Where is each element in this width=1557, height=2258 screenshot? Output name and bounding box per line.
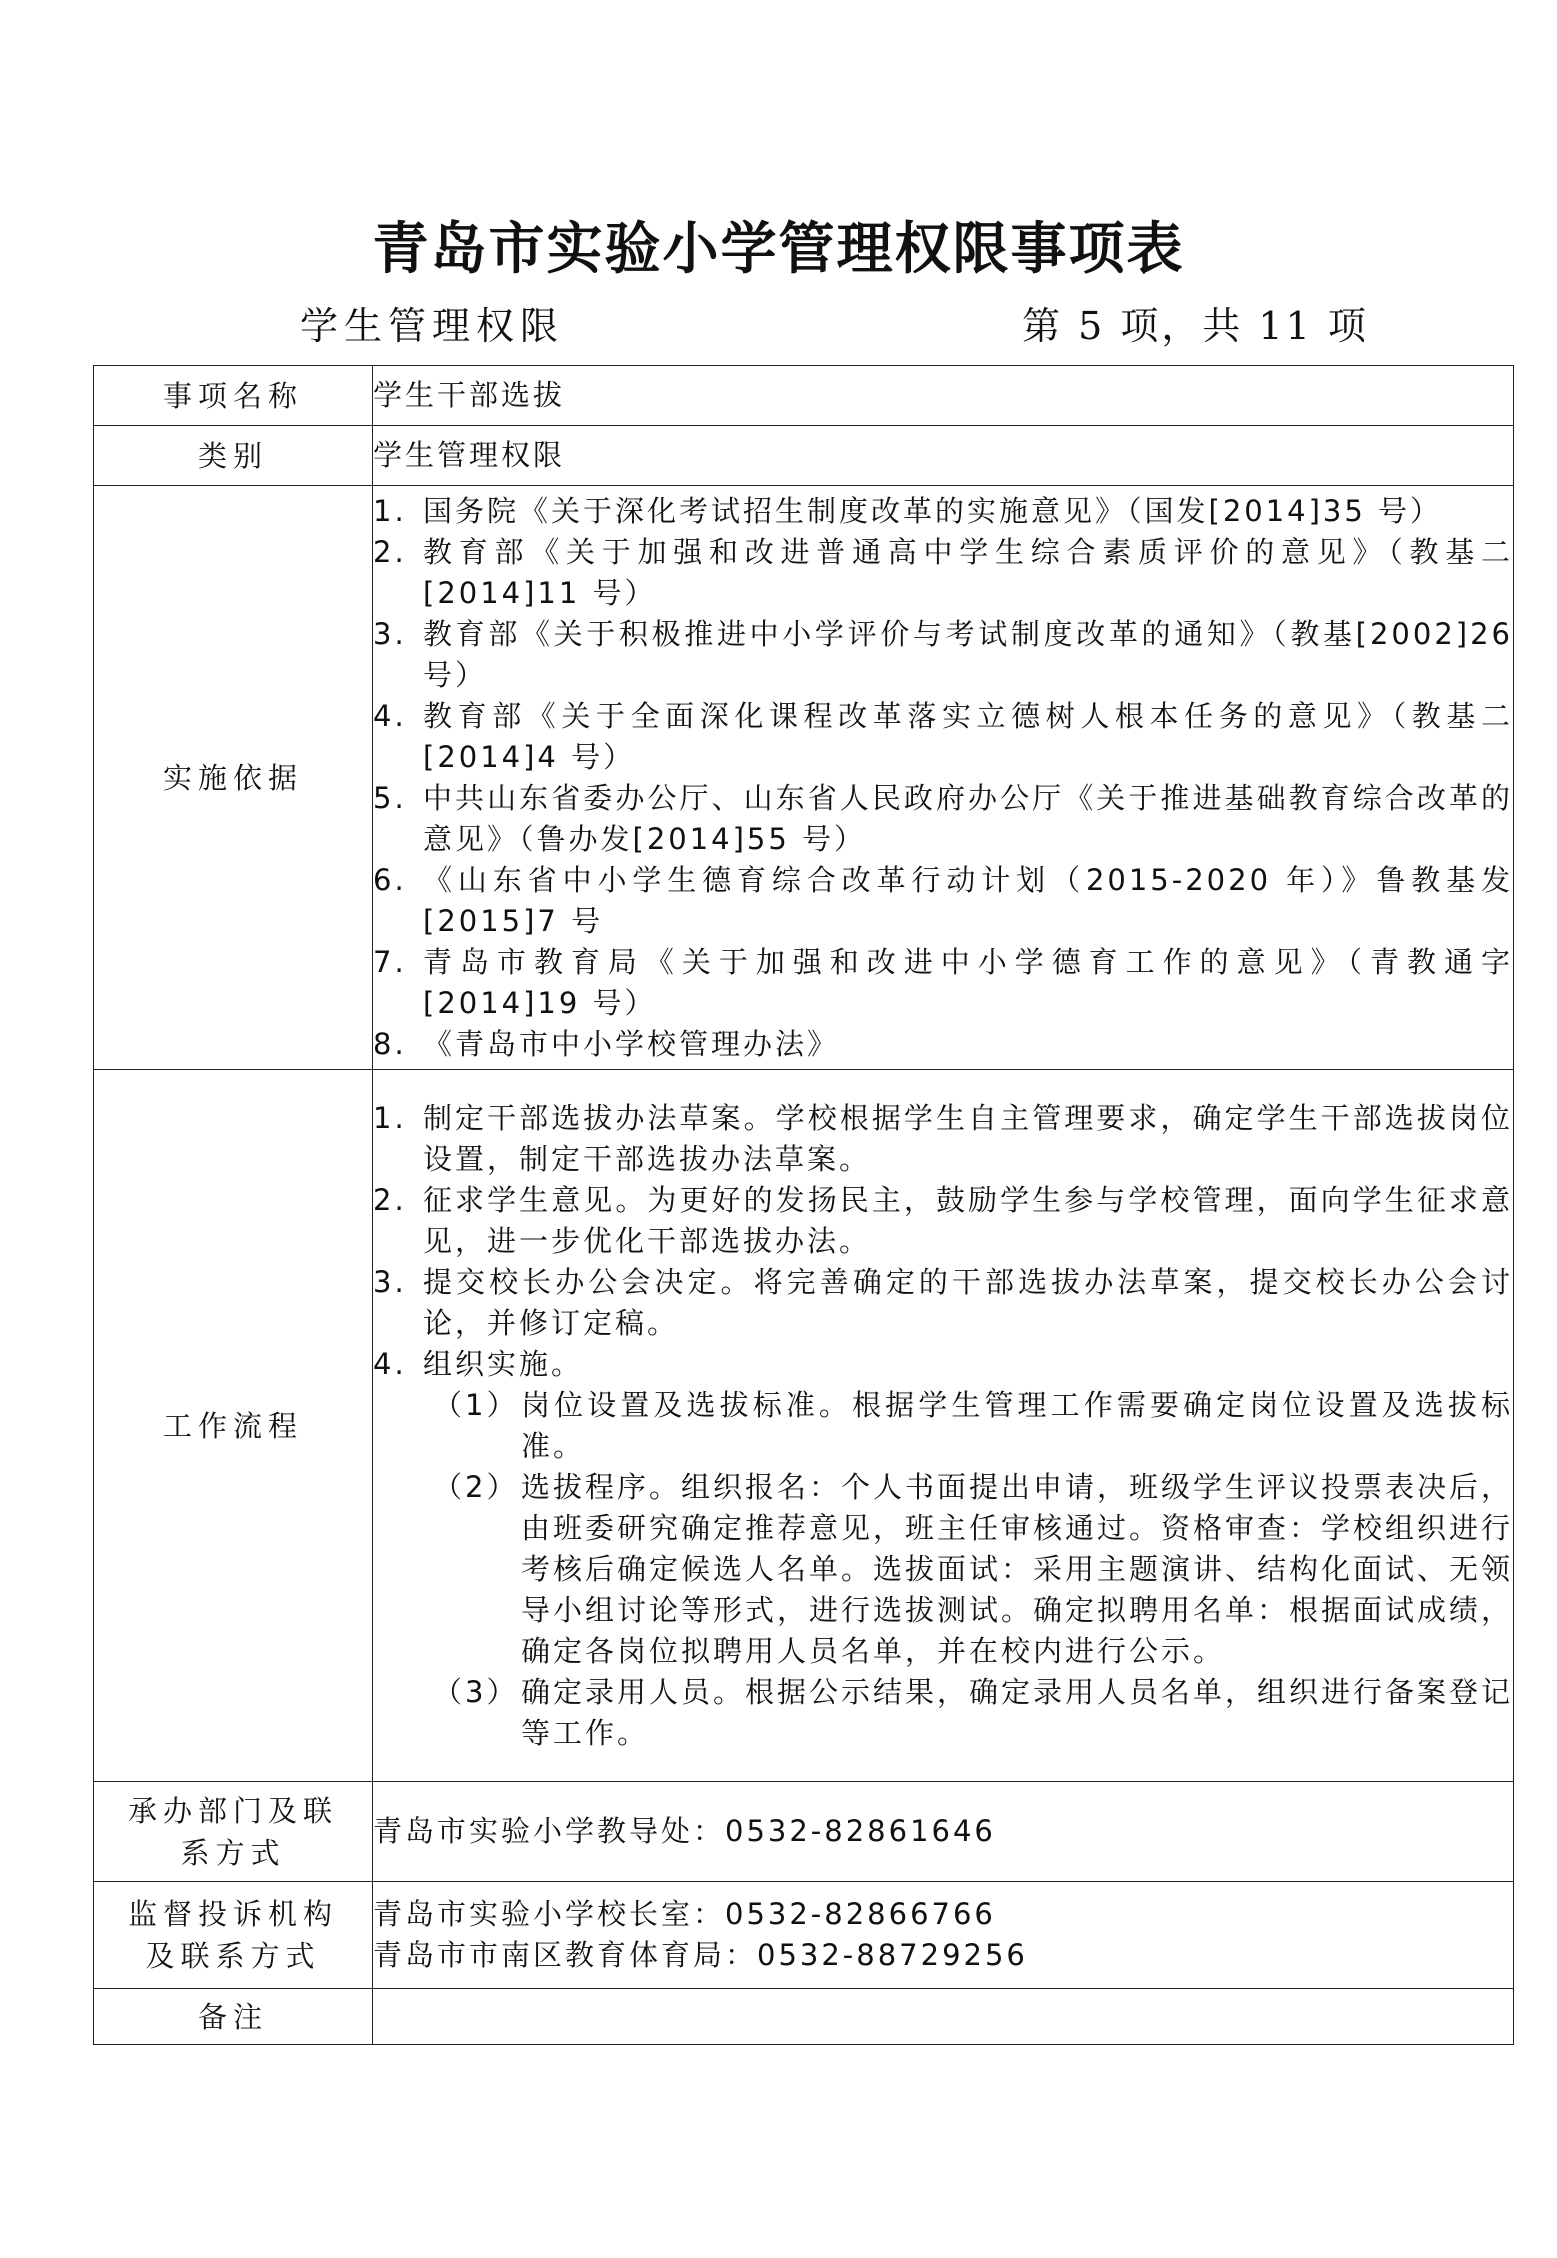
- sub-list-item: [373, 1385, 1513, 1467]
- list-text: 青岛市教育局《关于加强和改进中小学德育工作的意见》（青教通字[2014]19 号）: [423, 944, 1513, 1020]
- list-number: 6.: [373, 862, 407, 897]
- contact-line: 青岛市实验小学校长室：0532-82866766: [373, 1897, 996, 1931]
- list-number: 8.: [373, 1026, 407, 1061]
- list-item: [373, 614, 1513, 696]
- table-row: [94, 366, 1514, 426]
- row-value-remarks: [373, 1989, 1514, 2045]
- table-row: [94, 426, 1514, 486]
- sub-list-item: [373, 1467, 1513, 1672]
- list-text: 教育部《关于加强和改进普通高中学生综合素质评价的意见》（教基二[2014]11 号）: [423, 534, 1513, 610]
- list-number: 4.: [373, 1346, 407, 1381]
- list-number: 7.: [373, 944, 407, 979]
- process-list: [373, 1098, 1513, 1385]
- list-text: 《青岛市中小学校管理办法》: [423, 1026, 840, 1061]
- list-text: 国务院《关于深化考试招生制度改革的实施意见》（国发[2014]35 号）: [423, 493, 1443, 528]
- list-item: [373, 1098, 1513, 1180]
- row-label-process: 工作流程: [94, 1070, 373, 1782]
- list-item: [373, 778, 1513, 860]
- sub-list-item: [373, 1672, 1513, 1754]
- sub-list-number: （1）: [433, 1387, 519, 1422]
- sub-list-text: 确定录用人员。根据公示结果，确定录用人员名单，组织进行备案登记等工作。: [521, 1674, 1514, 1750]
- list-text: 《山东省中小学生德育综合改革行动计划（2015-2020 年）》鲁教基发[2015]7 号: [423, 862, 1513, 938]
- category-heading: 学生管理权限: [300, 304, 565, 348]
- sub-list-number: （2）: [433, 1469, 519, 1504]
- table-row: [94, 1989, 1514, 2045]
- row-value-supervision: [373, 1882, 1514, 1989]
- list-number: 5.: [373, 780, 407, 815]
- list-text: 组织实施。: [423, 1346, 584, 1381]
- list-number: 3.: [373, 616, 407, 651]
- row-label-department: 承办部门及联系方式: [94, 1782, 373, 1882]
- sub-list-number: （3）: [433, 1674, 519, 1709]
- list-item: [373, 696, 1513, 778]
- row-label-supervision: 监督投诉机构及联系方式: [94, 1882, 373, 1989]
- list-number: 1.: [373, 1100, 407, 1135]
- table-row: [94, 1782, 1514, 1882]
- table-row: [94, 1070, 1514, 1782]
- list-text: 教育部《关于积极推进中小学评价与考试制度改革的通知》（教基[2002]26 号）: [423, 616, 1513, 692]
- contact-line: 青岛市市南区教育体育局：0532-88729256: [373, 1938, 1028, 1972]
- list-item: [373, 942, 1513, 1024]
- list-item: [373, 532, 1513, 614]
- row-value-name: 学生干部选拔: [373, 366, 1514, 426]
- table-row: [94, 1882, 1514, 1989]
- list-number: 2.: [373, 534, 407, 569]
- list-number: 2.: [373, 1182, 407, 1217]
- row-value-process: [373, 1070, 1514, 1782]
- list-text: 中共山东省委办公厅、山东省人民政府办公厅《关于推进基础教育综合改革的意见》（鲁办发[2014]55 号）: [423, 780, 1513, 856]
- sub-list-text: 选拔程序。组织报名：个人书面提出申请，班级学生评议投票表决后，由班委研究确定推荐意见，班主任审核通过。资格审查：学校组织进行考核后确定候选人名单。选拔面试：采用主题演讲、结构化面试、无领导小组讨论等形式，进行选拔测试。确定拟聘用名单：根据面试成绩，确定各岗位拟聘用人员名单，并在校内进行公示。: [521, 1469, 1514, 1668]
- list-text: 征求学生意见。为更好的发扬民主，鼓励学生参与学校管理，面向学生征求意见，进一步优化干部选拔办法。: [423, 1182, 1513, 1258]
- item-position: 第 5 项，共 11 项: [1022, 304, 1369, 348]
- matter-table: [93, 365, 1514, 2045]
- row-label-remarks: 备注: [94, 1989, 373, 2045]
- list-number: 3.: [373, 1264, 407, 1299]
- sub-list-text: 岗位设置及选拔标准。根据学生管理工作需要确定岗位设置及选拔标准。: [521, 1387, 1513, 1463]
- table-row: [94, 486, 1514, 1070]
- row-label-category: 类别: [94, 426, 373, 486]
- list-item: [373, 1024, 1513, 1065]
- list-item: [373, 491, 1513, 532]
- basis-list: [373, 491, 1513, 1065]
- list-text: 制定干部选拔办法草案。学校根据学生自主管理要求，确定学生干部选拔岗位设置，制定干部选拔办法草案。: [423, 1100, 1513, 1176]
- row-value-department: 青岛市实验小学教导处：0532-82861646: [373, 1782, 1514, 1882]
- page-title: 青岛市实验小学管理权限事项表: [372, 217, 1185, 282]
- list-item: [373, 860, 1513, 942]
- list-number: 1.: [373, 493, 407, 528]
- list-item: [373, 1262, 1513, 1344]
- list-item: [373, 1344, 1513, 1385]
- row-label-name: 事项名称: [94, 366, 373, 426]
- list-item: [373, 1180, 1513, 1262]
- list-number: 4.: [373, 698, 407, 733]
- row-value-category: 学生管理权限: [373, 426, 1514, 486]
- list-text: 提交校长办公会决定。将完善确定的干部选拔办法草案，提交校长办公会讨论，并修订定稿。: [423, 1264, 1513, 1340]
- list-text: 教育部《关于全面深化课程改革落实立德树人根本任务的意见》（教基二[2014]4 号）: [423, 698, 1513, 774]
- row-value-basis: [373, 486, 1514, 1070]
- row-label-basis: 实施依据: [94, 486, 373, 1070]
